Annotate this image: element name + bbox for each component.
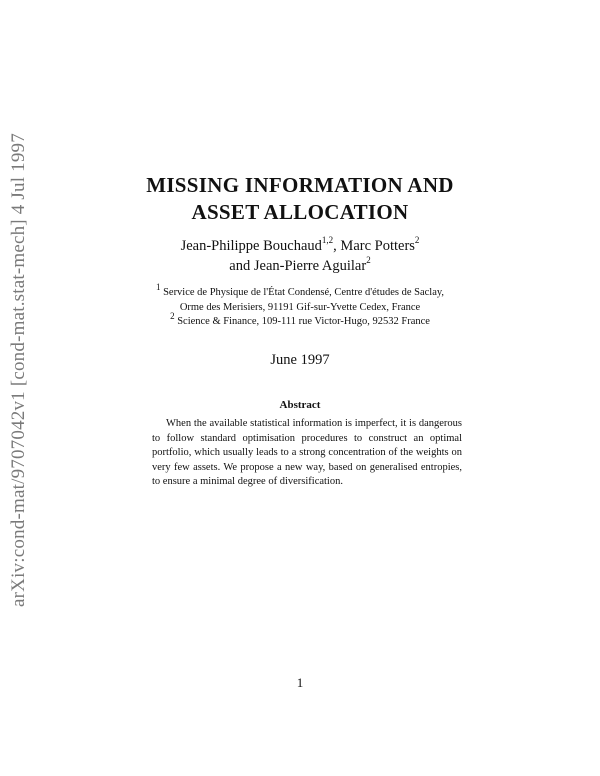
affiliation-2-mark: 2 <box>170 310 175 321</box>
affiliation-2 <box>0 310 600 330</box>
author-and: and <box>229 258 254 274</box>
title-line-2: ASSET ALLOCATION <box>191 200 409 224</box>
author-line-2 <box>0 256 600 276</box>
author-bouchaud-affil: 1,2 <box>321 235 334 246</box>
abstract-text: When the available statistical information is imperfect, it is dangerous to follow standard optimisation procedures to construct an optimal portfolio, which usually leads to a strong concentration of the weights on very few assets. We propose a new way, based on generalised entropies, to ensure a minimal degree of diversification. <box>152 418 462 488</box>
author-aguilar: Jean-Pierre Aguilar <box>253 258 367 274</box>
author-potters-affil: 2 <box>414 235 420 246</box>
affiliations <box>0 281 600 330</box>
affiliation-1-text: Service de Physique de l'État Condensé, Centre d'études de Saclay, <box>160 287 445 298</box>
affiliation-1-mark: 1 <box>155 281 161 292</box>
author-list <box>0 236 600 276</box>
author-potters: Marc Potters <box>340 238 415 254</box>
affiliation-1-line-1 <box>0 281 600 301</box>
affiliation-2-text: Science & Finance, 109-111 rue Victor-Hugo, 92532 France <box>174 316 430 327</box>
arxiv-identifier-stamp: arXiv:cond-mat/9707042v1 [cond-mat.stat-mech] 4 Jul 1997 <box>8 133 29 607</box>
page-number: 1 <box>296 675 304 690</box>
paper-title <box>0 172 600 226</box>
author-separator: , <box>333 238 341 254</box>
author-bouchaud: Jean-Philippe Bouchaud <box>180 238 322 254</box>
title-line-1: MISSING INFORMATION AND <box>146 173 454 197</box>
affiliation-1-line-2: Orme des Merisiers, 91191 Gif-sur-Yvette Cedex, France <box>179 301 421 313</box>
author-aguilar-affil: 2 <box>366 255 371 266</box>
publication-date: June 1997 <box>270 352 330 368</box>
author-line-1 <box>0 236 600 256</box>
abstract-heading: Abstract <box>279 399 321 411</box>
